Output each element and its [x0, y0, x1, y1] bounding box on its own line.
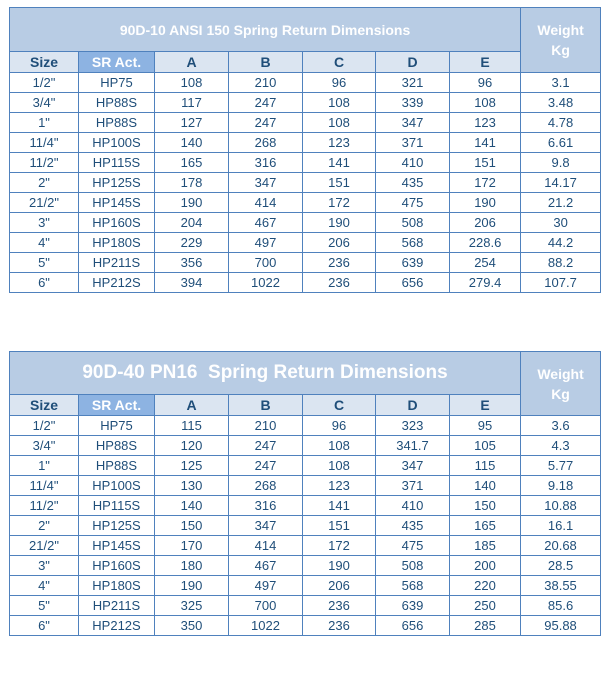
cell-c: 206 — [303, 576, 376, 596]
weight-unit: Kg — [551, 42, 570, 58]
cell-e: 151 — [450, 153, 521, 173]
col-header-c: C — [303, 52, 376, 73]
cell-sr-act: HP125S — [79, 173, 155, 193]
cell-c: 190 — [303, 556, 376, 576]
cell-sr-act: HP125S — [79, 516, 155, 536]
col-header-d: D — [376, 52, 450, 73]
cell-d: 347 — [376, 456, 450, 476]
cell-size: 4" — [10, 576, 79, 596]
cell-a: 178 — [155, 173, 229, 193]
cell-sr-act: HP212S — [79, 273, 155, 293]
cell-sr-act: HP88S — [79, 93, 155, 113]
cell-c: 108 — [303, 456, 376, 476]
cell-b: 247 — [229, 113, 303, 133]
cell-e: 150 — [450, 496, 521, 516]
cell-e: 96 — [450, 73, 521, 93]
cell-b: 497 — [229, 233, 303, 253]
col-header-sr-act: SR Act. — [79, 395, 155, 416]
cell-weight: 85.6 — [521, 596, 601, 616]
cell-a: 350 — [155, 616, 229, 636]
cell-c: 108 — [303, 113, 376, 133]
cell-e: 228.6 — [450, 233, 521, 253]
cell-sr-act: HP180S — [79, 576, 155, 596]
cell-weight: 16.1 — [521, 516, 601, 536]
cell-sr-act: HP160S — [79, 213, 155, 233]
cell-sr-act: HP145S — [79, 536, 155, 556]
cell-a: 165 — [155, 153, 229, 173]
cell-d: 568 — [376, 576, 450, 596]
cell-weight: 88.2 — [521, 253, 601, 273]
table-row — [10, 516, 601, 536]
cell-d: 656 — [376, 616, 450, 636]
cell-weight: 4.3 — [521, 436, 601, 456]
cell-b: 247 — [229, 436, 303, 456]
cell-d: 508 — [376, 556, 450, 576]
weight-header — [521, 8, 601, 73]
table-row — [10, 576, 601, 596]
table-row — [10, 153, 601, 173]
cell-d: 410 — [376, 496, 450, 516]
table-row — [10, 436, 601, 456]
cell-sr-act: HP211S — [79, 596, 155, 616]
cell-weight: 3.48 — [521, 93, 601, 113]
cell-e: 105 — [450, 436, 521, 456]
cell-a: 115 — [155, 416, 229, 436]
table-row — [10, 133, 601, 153]
cell-e: 185 — [450, 536, 521, 556]
cell-weight: 21.2 — [521, 193, 601, 213]
cell-a: 140 — [155, 496, 229, 516]
cell-sr-act: HP88S — [79, 456, 155, 476]
col-header-b: B — [229, 52, 303, 73]
cell-weight: 38.55 — [521, 576, 601, 596]
cell-size: 2" — [10, 516, 79, 536]
cell-c: 236 — [303, 253, 376, 273]
col-header-size: Size — [10, 52, 79, 73]
cell-c: 190 — [303, 213, 376, 233]
cell-a: 356 — [155, 253, 229, 273]
cell-sr-act: HP180S — [79, 233, 155, 253]
cell-a: 190 — [155, 193, 229, 213]
cell-e: 172 — [450, 173, 521, 193]
cell-size: 21/2" — [10, 536, 79, 556]
cell-size: 3" — [10, 213, 79, 233]
table-row — [10, 476, 601, 496]
table-row — [10, 233, 601, 253]
cell-c: 108 — [303, 93, 376, 113]
table-row — [10, 173, 601, 193]
table-row — [10, 416, 601, 436]
table-row — [10, 536, 601, 556]
cell-weight: 30 — [521, 213, 601, 233]
cell-a: 125 — [155, 456, 229, 476]
cell-weight: 6.61 — [521, 133, 601, 153]
cell-b: 700 — [229, 253, 303, 273]
cell-weight: 9.8 — [521, 153, 601, 173]
cell-e: 200 — [450, 556, 521, 576]
cell-size: 3/4" — [10, 436, 79, 456]
cell-weight: 9.18 — [521, 476, 601, 496]
cell-size: 6" — [10, 273, 79, 293]
cell-size: 5" — [10, 253, 79, 273]
col-header-a: A — [155, 395, 229, 416]
cell-size: 3" — [10, 556, 79, 576]
table-row — [10, 213, 601, 233]
cell-e: 95 — [450, 416, 521, 436]
cell-c: 141 — [303, 496, 376, 516]
col-header-c: C — [303, 395, 376, 416]
cell-sr-act: HP88S — [79, 113, 155, 133]
cell-b: 347 — [229, 173, 303, 193]
cell-weight: 107.7 — [521, 273, 601, 293]
cell-a: 108 — [155, 73, 229, 93]
cell-d: 508 — [376, 213, 450, 233]
weight-label: Weight — [537, 365, 584, 382]
cell-weight: 95.88 — [521, 616, 601, 636]
table-title: 90D-10 ANSI 150 Spring Return Dimensions — [10, 8, 521, 52]
cell-c: 151 — [303, 173, 376, 193]
cell-c: 123 — [303, 476, 376, 496]
cell-sr-act: HP211S — [79, 253, 155, 273]
cell-b: 247 — [229, 93, 303, 113]
cell-d: 347 — [376, 113, 450, 133]
cell-a: 180 — [155, 556, 229, 576]
cell-d: 475 — [376, 536, 450, 556]
cell-size: 1" — [10, 113, 79, 133]
cell-size: 1/2" — [10, 416, 79, 436]
cell-sr-act: HP160S — [79, 556, 155, 576]
cell-size: 11/4" — [10, 476, 79, 496]
cell-b: 247 — [229, 456, 303, 476]
cell-weight: 4.78 — [521, 113, 601, 133]
cell-a: 394 — [155, 273, 229, 293]
table-row — [10, 113, 601, 133]
weight-unit: Kg — [551, 385, 570, 402]
cell-d: 323 — [376, 416, 450, 436]
cell-a: 229 — [155, 233, 229, 253]
cell-sr-act: HP75 — [79, 416, 155, 436]
cell-weight: 3.1 — [521, 73, 601, 93]
cell-c: 151 — [303, 516, 376, 536]
pn16-dimensions-table — [9, 351, 601, 636]
cell-b: 414 — [229, 193, 303, 213]
cell-e: 108 — [450, 93, 521, 113]
cell-a: 130 — [155, 476, 229, 496]
cell-size: 11/2" — [10, 496, 79, 516]
cell-weight: 28.5 — [521, 556, 601, 576]
cell-d: 339 — [376, 93, 450, 113]
cell-d: 656 — [376, 273, 450, 293]
cell-weight: 20.68 — [521, 536, 601, 556]
cell-d: 639 — [376, 253, 450, 273]
weight-header — [521, 352, 601, 416]
cell-b: 268 — [229, 476, 303, 496]
table-row — [10, 496, 601, 516]
col-header-sr-act: SR Act. — [79, 52, 155, 73]
cell-c: 108 — [303, 436, 376, 456]
cell-e: 115 — [450, 456, 521, 476]
cell-c: 123 — [303, 133, 376, 153]
cell-d: 435 — [376, 516, 450, 536]
cell-size: 3/4" — [10, 93, 79, 113]
cell-sr-act: HP145S — [79, 193, 155, 213]
cell-b: 1022 — [229, 616, 303, 636]
col-header-b: B — [229, 395, 303, 416]
cell-e: 279.4 — [450, 273, 521, 293]
cell-a: 190 — [155, 576, 229, 596]
cell-b: 467 — [229, 556, 303, 576]
cell-b: 316 — [229, 496, 303, 516]
cell-weight: 44.2 — [521, 233, 601, 253]
weight-label: Weight — [537, 22, 584, 38]
cell-sr-act: HP100S — [79, 476, 155, 496]
cell-e: 190 — [450, 193, 521, 213]
table-row — [10, 193, 601, 213]
cell-size: 1" — [10, 456, 79, 476]
cell-size: 2" — [10, 173, 79, 193]
cell-d: 410 — [376, 153, 450, 173]
cell-sr-act: HP88S — [79, 436, 155, 456]
cell-size: 6" — [10, 616, 79, 636]
table-row — [10, 253, 601, 273]
cell-sr-act: HP115S — [79, 153, 155, 173]
cell-c: 96 — [303, 416, 376, 436]
cell-d: 321 — [376, 73, 450, 93]
cell-c: 236 — [303, 596, 376, 616]
cell-c: 172 — [303, 536, 376, 556]
cell-a: 170 — [155, 536, 229, 556]
table-row — [10, 73, 601, 93]
cell-c: 96 — [303, 73, 376, 93]
table-row — [10, 596, 601, 616]
cell-a: 140 — [155, 133, 229, 153]
cell-b: 347 — [229, 516, 303, 536]
cell-a: 117 — [155, 93, 229, 113]
cell-e: 123 — [450, 113, 521, 133]
cell-sr-act: HP75 — [79, 73, 155, 93]
cell-b: 316 — [229, 153, 303, 173]
cell-d: 341.7 — [376, 436, 450, 456]
cell-c: 236 — [303, 273, 376, 293]
cell-sr-act: HP115S — [79, 496, 155, 516]
cell-b: 210 — [229, 73, 303, 93]
table-title: 90D-40 PN16 Spring Return Dimensions — [10, 352, 521, 395]
cell-e: 140 — [450, 476, 521, 496]
cell-sr-act: HP100S — [79, 133, 155, 153]
cell-c: 236 — [303, 616, 376, 636]
cell-a: 150 — [155, 516, 229, 536]
col-header-a: A — [155, 52, 229, 73]
cell-e: 141 — [450, 133, 521, 153]
cell-e: 165 — [450, 516, 521, 536]
cell-b: 210 — [229, 416, 303, 436]
cell-d: 371 — [376, 133, 450, 153]
cell-b: 1022 — [229, 273, 303, 293]
cell-size: 4" — [10, 233, 79, 253]
cell-size: 11/2" — [10, 153, 79, 173]
cell-sr-act: HP212S — [79, 616, 155, 636]
cell-size: 5" — [10, 596, 79, 616]
table-row — [10, 273, 601, 293]
col-header-size: Size — [10, 395, 79, 416]
cell-weight: 14.17 — [521, 173, 601, 193]
cell-a: 325 — [155, 596, 229, 616]
cell-c: 141 — [303, 153, 376, 173]
cell-weight: 3.6 — [521, 416, 601, 436]
col-header-e: E — [450, 52, 521, 73]
cell-d: 639 — [376, 596, 450, 616]
cell-a: 127 — [155, 113, 229, 133]
ansi150-dimensions-table — [9, 7, 601, 293]
cell-d: 475 — [376, 193, 450, 213]
table-row — [10, 556, 601, 576]
cell-b: 700 — [229, 596, 303, 616]
cell-a: 120 — [155, 436, 229, 456]
cell-e: 206 — [450, 213, 521, 233]
cell-c: 172 — [303, 193, 376, 213]
cell-d: 568 — [376, 233, 450, 253]
col-header-d: D — [376, 395, 450, 416]
cell-b: 414 — [229, 536, 303, 556]
cell-d: 435 — [376, 173, 450, 193]
cell-d: 371 — [376, 476, 450, 496]
cell-e: 250 — [450, 596, 521, 616]
cell-a: 204 — [155, 213, 229, 233]
cell-e: 220 — [450, 576, 521, 596]
cell-b: 497 — [229, 576, 303, 596]
cell-size: 1/2" — [10, 73, 79, 93]
table-row — [10, 616, 601, 636]
cell-e: 285 — [450, 616, 521, 636]
cell-e: 254 — [450, 253, 521, 273]
table-row — [10, 456, 601, 476]
table-row — [10, 93, 601, 113]
cell-c: 206 — [303, 233, 376, 253]
cell-b: 268 — [229, 133, 303, 153]
cell-size: 11/4" — [10, 133, 79, 153]
col-header-e: E — [450, 395, 521, 416]
cell-weight: 5.77 — [521, 456, 601, 476]
cell-b: 467 — [229, 213, 303, 233]
cell-size: 21/2" — [10, 193, 79, 213]
cell-weight: 10.88 — [521, 496, 601, 516]
